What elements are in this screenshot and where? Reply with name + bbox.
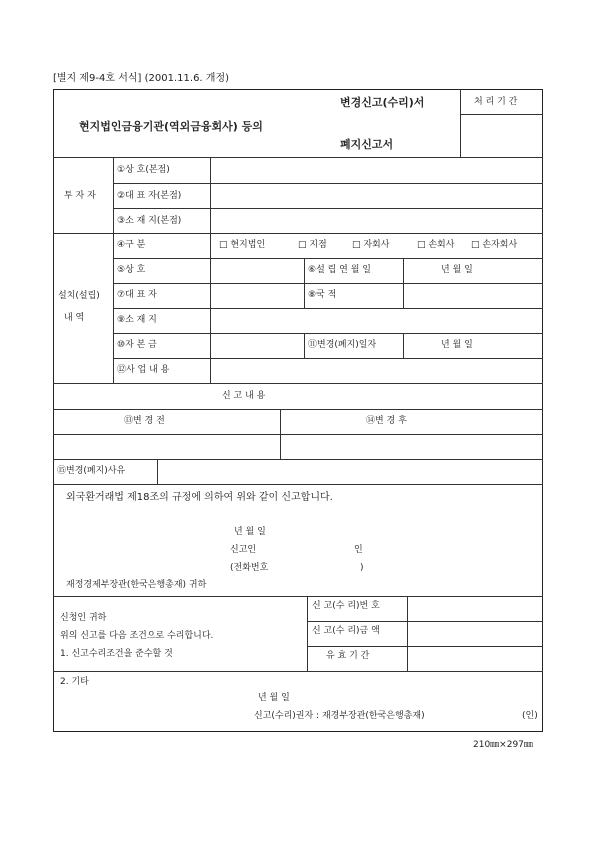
- before-change-label: ⑬변 경 전: [124, 416, 165, 426]
- type-option-branch[interactable]: □ 지점: [298, 240, 327, 250]
- divider: [407, 596, 408, 671]
- divider: [113, 157, 114, 383]
- established-label-1: 설치(설립): [58, 291, 100, 301]
- change-date-value: 년 월 일: [441, 340, 473, 350]
- divider: [53, 459, 543, 460]
- country-label: ⑧국 적: [308, 290, 337, 300]
- established-label-2: 내 역: [64, 313, 85, 323]
- est-date-label: ⑥설 립 연 월 일: [308, 265, 371, 275]
- divider: [53, 383, 543, 384]
- divider: [307, 621, 543, 622]
- divider: [307, 646, 543, 647]
- investor-label: 투 자 자: [64, 191, 96, 201]
- acceptance-amount-label: 신 고(수 리)금 액: [312, 626, 380, 636]
- divider: [403, 333, 404, 358]
- divider: [53, 671, 543, 672]
- title-closure-report: 폐지신고서: [340, 138, 394, 151]
- divider: [53, 409, 543, 410]
- report-contents-header: 신 고 내 용: [222, 391, 266, 401]
- divider: [113, 208, 543, 209]
- declaration-date: 년 월 일: [234, 527, 266, 537]
- processing-period-label: 처 리 기 간: [474, 97, 518, 107]
- phone-close: ): [360, 563, 364, 573]
- est-date-value: 년 월 일: [441, 265, 473, 275]
- company-name-label: ⑤상 호: [117, 265, 146, 275]
- addressee: 재정경제부장관(한국은행총재) 귀하: [66, 580, 207, 590]
- divider: [113, 283, 543, 284]
- capital-label: ⑩자 본 금: [117, 340, 157, 350]
- business-label: ⑫사 업 내 용: [117, 365, 170, 375]
- investor-name-label: ①상 호(본점): [117, 165, 170, 175]
- divider: [53, 434, 543, 435]
- acceptance-text: 위의 신고를 다음 조건으로 수리합니다.: [60, 631, 214, 641]
- type-option-sub-subsidiary[interactable]: □ 손회사: [417, 240, 455, 250]
- type-label: ④구 분: [117, 240, 146, 250]
- title-change-report: 변경신고(수리)서: [340, 96, 425, 109]
- acceptance-authority: 신고(수리)권자 : 재경부장관(한국은행총재): [254, 711, 425, 721]
- divider: [113, 183, 543, 184]
- applicant-to: 신청인 귀하: [60, 613, 107, 623]
- declaration-statement: 외국환거래법 제18조의 규정에 의하여 위와 같이 신고합니다.: [66, 492, 333, 503]
- acceptance-condition-1: 1. 신고수리조건을 준수할 것: [60, 649, 173, 659]
- divider: [53, 233, 543, 234]
- divider: [460, 114, 543, 115]
- divider: [53, 484, 543, 485]
- title-main: 현지법인금융기관(역외금융회사) 등의: [79, 120, 263, 133]
- reporter-seal: 인: [354, 545, 363, 555]
- phone-label: (전화번호: [230, 563, 269, 573]
- investor-location-label: ③소 재 지(본점): [117, 216, 182, 226]
- reason-label: ⑮변경(폐지)사유: [57, 466, 126, 476]
- after-change-label: ⑭변 경 후: [366, 416, 407, 426]
- reporter-label: 신고인: [230, 545, 257, 555]
- divider: [113, 333, 543, 334]
- divider: [113, 308, 543, 309]
- divider: [210, 157, 211, 383]
- divider: [307, 596, 308, 671]
- divider: [113, 258, 543, 259]
- rep-label: ⑦대 표 자: [117, 290, 157, 300]
- acceptance-other: 2. 기타: [60, 677, 89, 687]
- change-date-label: ⑪변경(폐지)일자: [308, 340, 377, 350]
- divider: [113, 358, 543, 359]
- acceptance-number-label: 신 고(수 리)번 호: [312, 601, 380, 611]
- divider: [157, 459, 158, 484]
- acceptance-date: 년 월 일: [258, 693, 290, 703]
- location-label: ⑨소 재 지: [117, 315, 157, 325]
- divider: [53, 157, 543, 158]
- acceptance-seal: (인): [522, 711, 538, 721]
- divider: [460, 89, 461, 157]
- divider: [304, 333, 305, 358]
- type-option-subsidiary[interactable]: □ 자회사: [352, 240, 390, 250]
- validity-label: 유 효 기 간: [326, 651, 370, 661]
- form-header-note: [별지 제9-4호 서식] (2001.11.6. 개정): [53, 73, 230, 84]
- type-option-local-corp[interactable]: □ 현지법인: [219, 240, 266, 250]
- investor-rep-label: ②대 표 자(본점): [117, 191, 182, 201]
- divider: [53, 596, 543, 597]
- paper-size-note: 210㎜×297㎜: [473, 740, 533, 750]
- type-option-grandchild[interactable]: □ 손자회사: [471, 240, 518, 250]
